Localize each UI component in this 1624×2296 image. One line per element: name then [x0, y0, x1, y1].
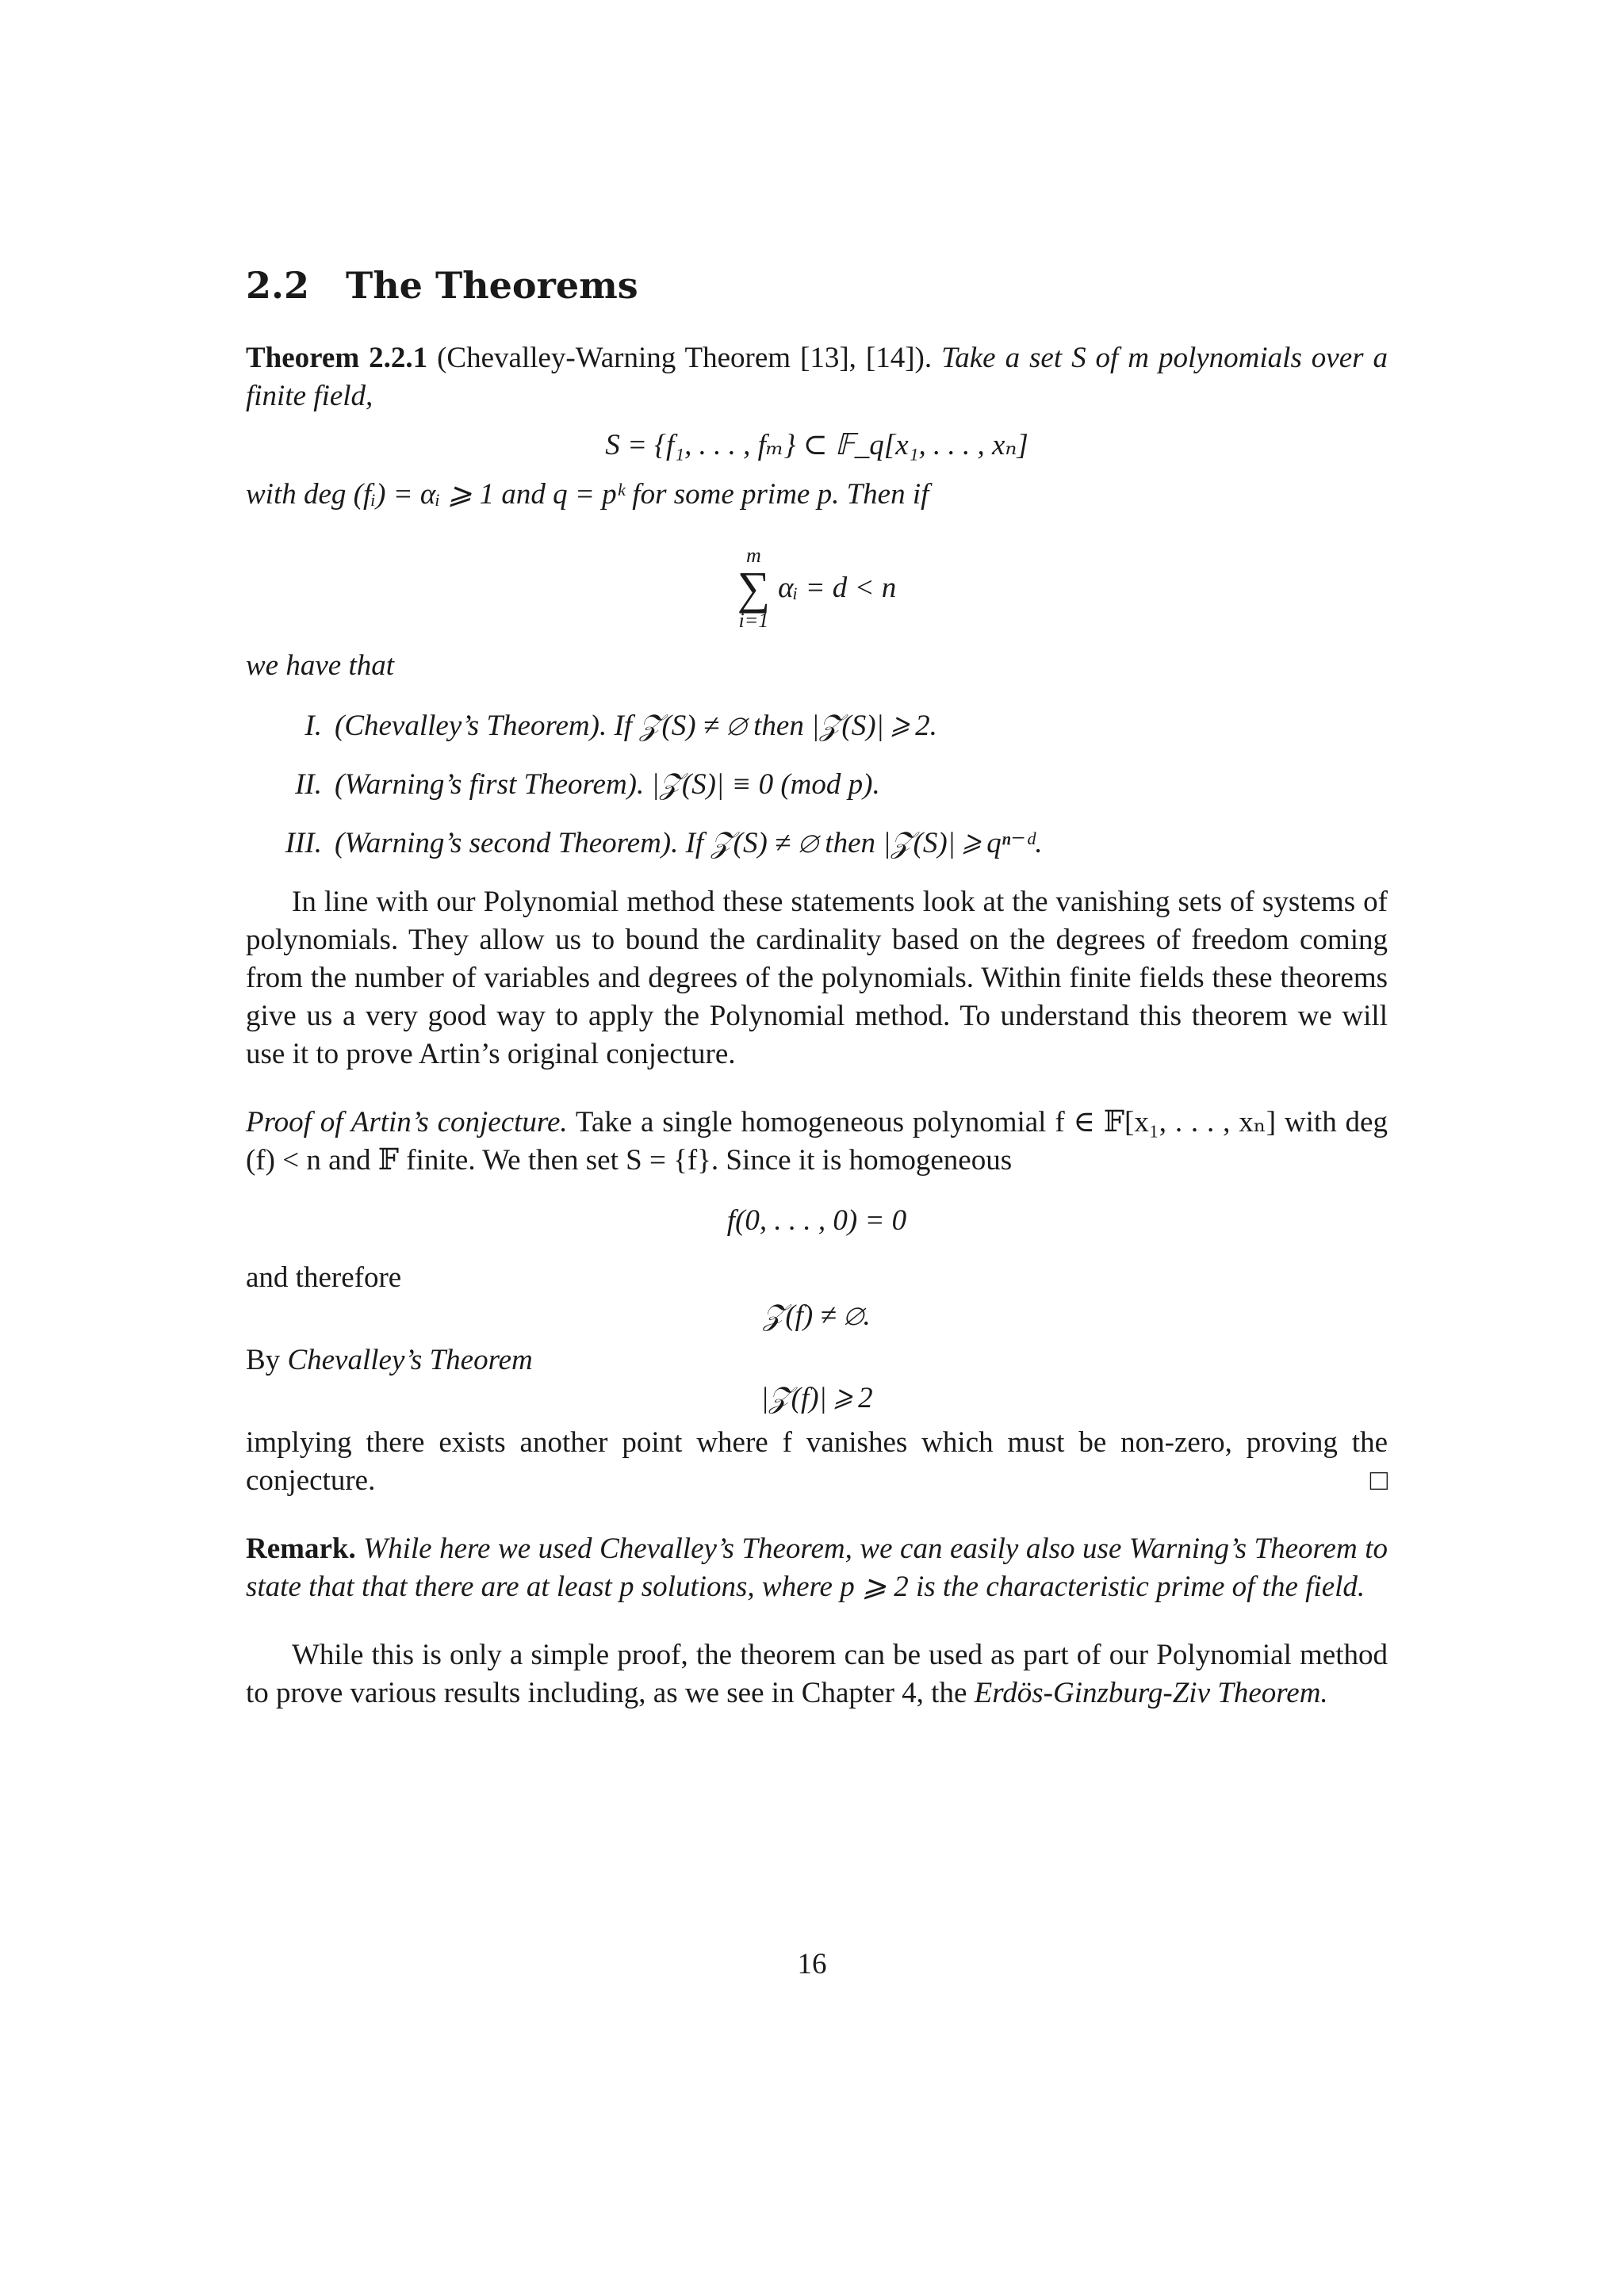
- paragraph-polynomial-method: In line with our Polynomial method these statements look at the vanishing sets of systems of polynomials. They allow us to bound the cardinality based on the degrees of freedom coming from the number of variables and degrees of the polynomials. Within finite fields these theorems give us a very good way to apply the Polynomial method. To understand this theorem we will use it to prove Artin’s original conjecture.: [246, 886, 1388, 1070]
- sum-symbol: m ∑ i=1: [737, 544, 771, 632]
- page-number: 16: [797, 1948, 827, 1980]
- list-item: III. (Warning’s second Theorem). If 𝒵(S) ≠ ∅ then |𝒵(S)| ⩾ qⁿ⁻ᵈ.: [285, 827, 1043, 859]
- theorem-items: [246, 707, 1388, 863]
- proof-display-3: |𝒵(f)| ⩾ 2: [760, 1382, 873, 1414]
- section-title: The Theorems: [346, 264, 638, 307]
- proof-block: [246, 1104, 1388, 1500]
- paragraph-closing: [246, 1636, 1388, 1712]
- remark-text: While here we used Chevalley’s Theorem, we can easily also use Warning’s Theorem to state that that there are at least p solutions, where p ⩾ 2 is the characteristic prime of the field.: [246, 1533, 1388, 1603]
- remark-label: Remark.: [246, 1533, 356, 1565]
- set-display-equation: S = {f₁, . . . , fₘ} ⊂ 𝔽_q[x₁, . . . , xₙ]: [605, 429, 1028, 461]
- proof-text-a: Take a single homogeneous polynomial f ∈ 𝔽[x₁, . . . , xₙ] with deg (f) < n and 𝔽 finite. We then set S = {f}. Since it is homogeneous: [246, 1106, 1388, 1177]
- section-number: 2.2: [246, 264, 310, 307]
- closing-text: While this is only a simple proof, the theorem can be used as part of our Polynomial method to prove various results including, as we see in Chapter 4, the: [246, 1639, 1388, 1709]
- proof-display-1: f(0, . . . , 0) = 0: [726, 1204, 907, 1237]
- sum-body: αᵢ = d < n: [778, 572, 897, 604]
- proof-text-b: and therefore: [246, 1261, 402, 1294]
- list-item: I. (Chevalley’s Theorem). If 𝒵(S) ≠ ∅ then |𝒵(S)| ⩾ 2.: [304, 710, 937, 742]
- remark-block: [246, 1530, 1388, 1606]
- theorem-statement-a: Take a set S of m polynomials over a finite field,: [246, 342, 1388, 412]
- proof-text-c-italic: Chevalley’s Theorem: [287, 1344, 533, 1376]
- proof-text-d: implying there exists another point where f vanishes which must be non-zero, proving the conjecture.: [246, 1426, 1388, 1497]
- sum-lower-limit: i=1: [738, 609, 769, 632]
- section-heading: [246, 262, 1388, 309]
- proof-label: Proof of Artin’s conjecture.: [246, 1106, 568, 1138]
- proof-text-c-prefix: By: [246, 1344, 281, 1376]
- list-item: II. (Warning’s first Theorem). |𝒵(S)| ≡ 0 (mod p).: [295, 768, 880, 801]
- theorem-label: Theorem 2.2.1: [246, 342, 428, 374]
- page-content: [246, 262, 1388, 1712]
- sum-upper-limit: m: [745, 544, 761, 567]
- theorem-block: [246, 339, 1388, 863]
- sum-display-equation: [246, 534, 1388, 631]
- theorem-statement-c: we have that: [246, 649, 395, 682]
- closing-italic: Erdös-Ginzburg-Ziv Theorem.: [974, 1677, 1328, 1709]
- theorem-attribution: (Chevalley-Warning Theorem [13], [14]).: [437, 342, 933, 374]
- qed-symbol: □: [1369, 1464, 1388, 1497]
- theorem-statement-b: with deg (fᵢ) = αᵢ ⩾ 1 and q = pᵏ for some prime p. Then if: [246, 478, 929, 511]
- proof-display-2: 𝒵(f) ≠ ∅.: [763, 1299, 871, 1332]
